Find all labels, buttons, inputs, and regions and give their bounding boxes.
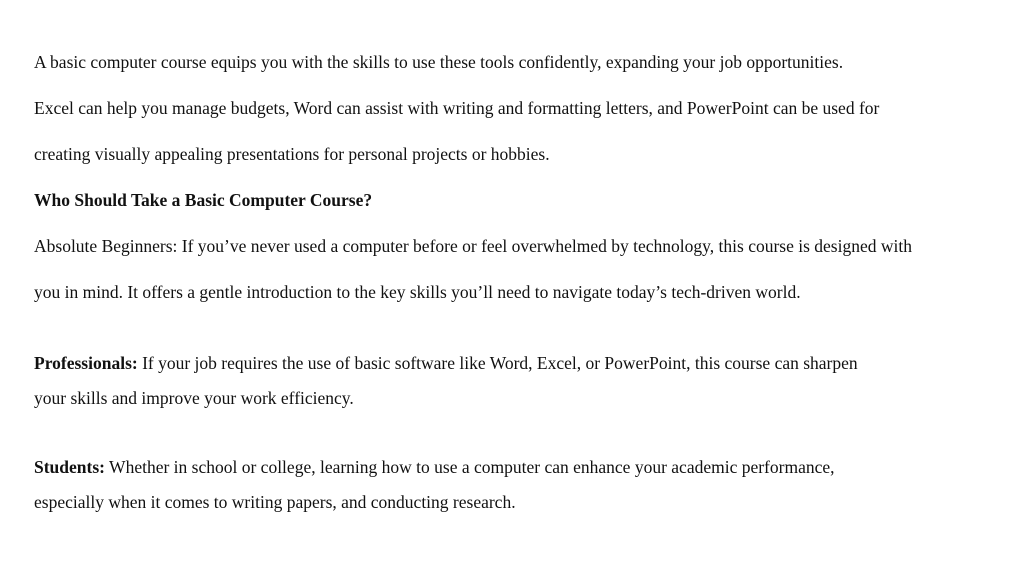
section-heading: Who Should Take a Basic Computer Course? <box>34 190 373 210</box>
students-label: Students: <box>34 457 105 477</box>
intro-paragraph: A basic computer course equips you with the skills to use these tools confidently, expanding your job opportunities. <box>34 52 844 72</box>
professionals-paragraph-line-1 <box>34 352 858 374</box>
professionals-paragraph-line-2: your skills and improve your work efficiency. <box>34 388 354 408</box>
students-paragraph-line-1 <box>34 456 835 478</box>
students-text: Whether in school or college, learning how to use a computer can enhance your academic performance, <box>105 457 835 477</box>
excel-paragraph-line-1: Excel can help you manage budgets, Word can assist with writing and formatting letters, and PowerPoint can be used for <box>34 98 880 118</box>
excel-paragraph-line-2: creating visually appealing presentations for personal projects or hobbies. <box>34 144 550 164</box>
beginners-paragraph-line-1: Absolute Beginners: If you’ve never used a computer before or feel overwhelmed by technology, this course is designed with <box>34 236 912 256</box>
professionals-text: If your job requires the use of basic software like Word, Excel, or PowerPoint, this course can sharpen <box>137 353 858 373</box>
professionals-label: Professionals: <box>34 353 138 373</box>
students-paragraph-line-2: especially when it comes to writing papers, and conducting research. <box>34 492 516 512</box>
beginners-paragraph-line-2: you in mind. It offers a gentle introduction to the key skills you’ll need to navigate today’s tech-driven world. <box>34 282 801 302</box>
